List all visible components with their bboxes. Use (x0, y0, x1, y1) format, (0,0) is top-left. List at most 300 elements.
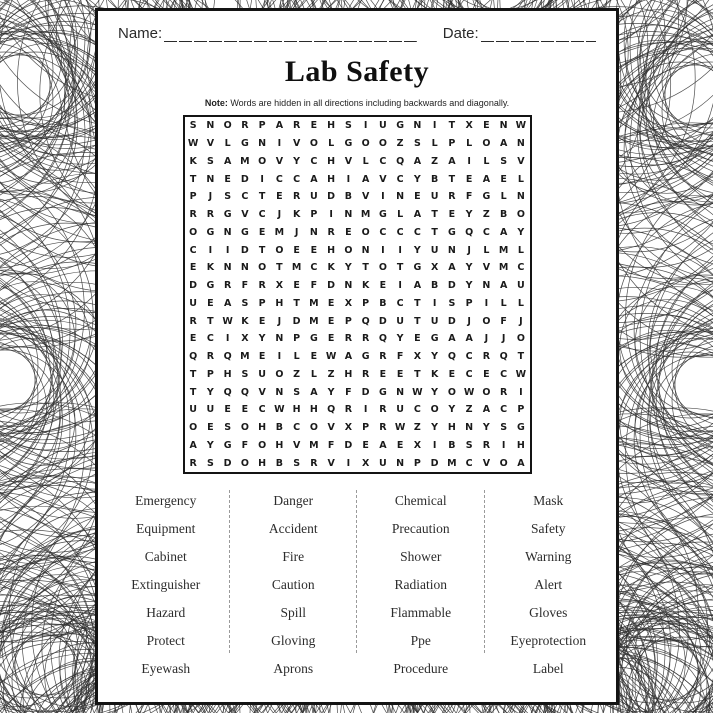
grid-letter-r6c17: Y (465, 209, 473, 221)
grid-letter-r18c14: Z (413, 422, 421, 434)
grid-letter-r17c18: A (482, 404, 491, 416)
grid-letter-r5c9: D (327, 191, 336, 203)
grid-letter-r14c15: Y (431, 351, 439, 363)
word-item-hazard: Hazard (146, 605, 186, 620)
grid-letter-r15c3: H (223, 368, 232, 380)
grid-letter-r20c15: D (430, 457, 439, 469)
grid-letter-r20c13: N (396, 457, 405, 469)
word-item-fire: Fire (282, 549, 305, 564)
grid-letter-r8c1: C (189, 244, 197, 256)
grid-letter-r3c20: V (517, 155, 525, 167)
grid-letter-r7c15: T (431, 226, 438, 238)
grid-letter-r5c1: P (189, 191, 197, 203)
grid-letter-r4c16: T (448, 173, 456, 185)
grid-letter-r2c11: O (361, 138, 370, 150)
grid-letter-r14c3: Q (223, 351, 232, 363)
word-item-spill: Spill (280, 605, 306, 620)
grid-letter-r17c10: R (344, 404, 353, 416)
grid-letter-r9c19: M (498, 262, 509, 274)
grid-letter-r15c10: H (344, 368, 353, 380)
grid-letter-r9c2: K (206, 262, 215, 274)
grid-letter-r5c3: S (224, 191, 232, 203)
word-item-flammable: Flammable (390, 605, 452, 620)
word-item-aprons: Aprons (273, 661, 314, 676)
grid-letter-r16c7: S (293, 386, 301, 398)
grid-letter-r4c6: C (275, 173, 283, 185)
grid-letter-r14c6: I (277, 351, 282, 363)
grid-letter-r19c2: Y (206, 439, 214, 451)
grid-letter-r3c13: Q (396, 155, 405, 167)
grid-letter-r6c15: T (431, 209, 438, 221)
grid-letter-r15c15: K (430, 368, 439, 380)
grid-letter-r3c5: O (258, 155, 267, 167)
grid-letter-r20c14: P (413, 457, 421, 469)
grid-letter-r16c4: Q (240, 386, 249, 398)
grid-letter-r16c17: W (463, 386, 475, 398)
word-item-ppe: Ppe (410, 633, 431, 648)
grid-letter-r3c18: L (483, 155, 490, 167)
word-item-emergency: Emergency (135, 493, 197, 508)
grid-letter-r7c7: J (294, 226, 299, 238)
grid-letter-r10c20: U (517, 280, 525, 292)
grid-letter-r19c4: F (241, 439, 249, 451)
grid-letter-r6c20: O (516, 209, 525, 221)
grid-letter-r9c14: G (413, 262, 422, 274)
grid-letter-r2c6: I (277, 138, 282, 150)
grid-letter-r18c13: W (394, 422, 406, 434)
word-search-grid (183, 115, 532, 474)
grid-letter-r19c17: S (465, 439, 473, 451)
grid-letter-r20c4: O (240, 457, 249, 469)
grid-letter-r9c13: T (396, 262, 404, 274)
grid-letter-r19c6: H (275, 439, 284, 451)
grid-letter-r16c15: Y (431, 386, 439, 398)
grid-letter-r18c15: Y (431, 422, 439, 434)
grid-letter-r11c12: B (379, 297, 387, 309)
word-item-danger: Danger (273, 493, 314, 508)
word-item-eyewash: Eyewash (141, 661, 191, 676)
grid-letter-r15c13: E (396, 368, 404, 380)
grid-letter-r4c20: L (517, 173, 524, 185)
grid-letter-r19c12: A (379, 439, 387, 451)
grid-letter-r13c4: X (241, 333, 249, 345)
word-item-gloving: Gloving (271, 633, 316, 648)
grid-letter-r17c5: C (258, 404, 266, 416)
grid-letter-r7c1: O (189, 226, 198, 238)
grid-letter-r12c15: U (430, 315, 439, 327)
grid-letter-r15c2: P (206, 368, 214, 380)
grid-letter-r1c4: R (241, 120, 249, 132)
grid-letter-r19c1: A (189, 439, 197, 451)
grid-letter-r15c7: Z (293, 368, 301, 380)
grid-letter-r8c11: N (361, 244, 370, 256)
grid-letter-r16c10: F (345, 386, 352, 398)
grid-letter-r1c20: W (515, 120, 527, 132)
grid-letter-r16c3: Q (223, 386, 232, 398)
grid-letter-r11c10: X (344, 297, 353, 309)
word-item-alert: Alert (534, 577, 563, 592)
grid-letter-r20c9: V (327, 457, 335, 469)
grid-letter-r2c15: L (431, 138, 438, 150)
grid-letter-r12c5: E (258, 315, 266, 327)
grid-letter-r16c16: O (447, 386, 456, 398)
grid-letter-r14c20: T (517, 351, 525, 363)
grid-letter-r20c3: D (223, 457, 232, 469)
name-label: Name: (118, 25, 163, 42)
grid-letter-r2c3: L (224, 138, 231, 150)
grid-letter-r12c1: R (189, 315, 197, 327)
grid-letter-r17c4: E (241, 404, 249, 416)
grid-letter-r18c19: S (500, 422, 508, 434)
date-write-in-line[interactable] (481, 24, 596, 42)
grid-letter-r19c13: E (396, 439, 404, 451)
grid-letter-r15c11: R (361, 368, 370, 380)
grid-letter-r8c2: I (208, 244, 213, 256)
grid-letter-r10c13: I (398, 280, 402, 292)
word-list (102, 487, 612, 683)
grid-letter-r12c14: T (414, 315, 421, 327)
grid-letter-r20c12: U (379, 457, 387, 469)
grid-letter-r10c4: F (241, 280, 249, 292)
grid-letter-r6c10: N (344, 209, 353, 221)
grid-letter-r2c17: L (466, 138, 473, 150)
word-item-equipment: Equipment (136, 521, 196, 536)
grid-letter-r13c16: A (448, 333, 456, 345)
grid-letter-r17c6: W (274, 404, 285, 416)
grid-letter-r6c6: J (277, 209, 282, 221)
grid-letter-r2c14: S (413, 138, 421, 150)
grid-letter-r14c10: A (344, 351, 353, 363)
grid-letter-r11c13: C (396, 297, 404, 309)
grid-letter-r9c7: M (291, 262, 302, 274)
instruction-note (98, 98, 616, 108)
grid-letter-r8c7: E (293, 244, 300, 256)
grid-letter-r12c2: T (207, 315, 214, 327)
grid-letter-r18c1: O (189, 422, 198, 434)
grid-letter-r13c17: A (465, 333, 473, 345)
word-item-gloves: Gloves (529, 605, 568, 620)
grid-letter-r13c6: N (275, 333, 284, 345)
grid-letter-r13c3: I (225, 333, 230, 345)
grid-letter-r1c11: I (363, 120, 368, 132)
grid-letter-r20c8: R (310, 457, 318, 469)
grid-letter-r7c4: G (240, 226, 249, 238)
grid-letter-r4c15: B (431, 173, 439, 185)
grid-letter-r10c6: X (275, 280, 284, 292)
grid-letter-r3c12: C (379, 155, 387, 167)
grid-letter-r6c11: M (360, 209, 371, 221)
date-label: Date: (442, 25, 479, 42)
grid-letter-r10c16: D (447, 280, 456, 292)
grid-letter-r14c18: R (482, 351, 491, 363)
grid-letter-r11c8: M (309, 297, 319, 309)
grid-letter-r5c16: R (448, 191, 456, 203)
grid-letter-r7c18: C (482, 226, 490, 238)
grid-letter-r4c19: E (500, 173, 507, 185)
grid-letter-r2c4: G (240, 138, 249, 150)
grid-letter-r17c11: I (363, 404, 368, 416)
grid-letter-r15c16: E (448, 368, 456, 380)
grid-letter-r18c4: O (240, 422, 249, 434)
grid-letter-r6c2: R (206, 209, 215, 221)
grid-letter-r16c20: I (519, 386, 523, 398)
grid-letter-r1c15: I (432, 120, 437, 132)
grid-letter-r20c20: A (517, 457, 525, 469)
grid-letter-r16c5: V (258, 386, 266, 398)
grid-letter-r4c7: C (293, 173, 301, 185)
grid-letter-r10c17: Y (465, 280, 473, 292)
grid-letter-r17c2: U (206, 404, 215, 416)
grid-letter-r5c13: N (396, 191, 405, 203)
grid-letter-r2c12: O (378, 138, 387, 150)
grid-letter-r2c19: A (499, 138, 508, 150)
grid-letter-r18c11: P (362, 422, 370, 434)
word-item-eyeprotection: Eyeprotection (510, 633, 587, 648)
grid-letter-r8c18: L (483, 244, 490, 256)
grid-letter-r9c5: O (258, 262, 267, 274)
grid-letter-r3c9: H (327, 155, 336, 167)
grid-letter-r15c5: U (258, 368, 266, 380)
grid-letter-r9c6: T (276, 262, 283, 274)
grid-letter-r4c9: H (327, 173, 336, 185)
grid-letter-r15c12: E (379, 368, 387, 380)
word-item-warning: Warning (525, 549, 572, 564)
word-item-extinguisher: Extinguisher (131, 577, 201, 592)
grid-letter-r16c19: R (499, 386, 508, 398)
grid-letter-r1c8: E (310, 120, 318, 132)
grid-letter-r18c6: B (275, 422, 283, 434)
grid-letter-r18c5: H (258, 422, 267, 434)
grid-letter-r19c20: H (516, 439, 525, 451)
grid-letter-r20c17: C (465, 457, 473, 469)
grid-letter-r18c7: C (293, 422, 301, 434)
grid-letter-r5c4: C (241, 191, 249, 203)
grid-letter-r5c17: F (465, 191, 473, 203)
grid-letter-r1c5: P (258, 120, 266, 132)
grid-letter-r3c16: A (448, 155, 456, 167)
word-list-column-3 (357, 487, 485, 683)
grid-letter-r16c9: Y (327, 386, 335, 398)
grid-letter-r4c13: C (396, 173, 404, 185)
grid-letter-r11c18: I (484, 297, 489, 309)
grid-letter-r14c9: W (325, 351, 337, 363)
grid-letter-r8c16: N (447, 244, 456, 256)
grid-letter-r8c14: Y (413, 244, 421, 256)
grid-letter-r11c17: P (465, 297, 473, 309)
grid-letter-r8c10: O (344, 244, 353, 256)
grid-letter-r9c10: Y (344, 262, 352, 274)
worksheet-title: Lab Safety (284, 55, 430, 88)
grid-letter-r20c11: X (361, 457, 370, 469)
grid-letter-r6c12: G (378, 209, 387, 221)
name-field-group (118, 24, 417, 42)
grid-letter-r17c9: Q (327, 404, 336, 416)
grid-letter-r18c3: S (224, 422, 232, 434)
grid-letter-r11c14: T (414, 297, 421, 309)
grid-letter-r9c16: A (448, 262, 456, 274)
grid-letter-r17c8: H (309, 404, 318, 416)
grid-letter-r6c9: I (329, 209, 333, 221)
word-item-radiation: Radiation (394, 577, 447, 592)
grid-letter-r17c1: U (189, 404, 197, 416)
grid-letter-r4c17: E (465, 173, 473, 185)
grid-letter-r20c2: S (206, 457, 214, 469)
grid-letter-r20c19: O (499, 457, 508, 469)
grid-letter-r20c16: M (447, 457, 457, 469)
grid-letter-r11c16: S (448, 297, 456, 309)
grid-letter-r3c3: A (223, 155, 232, 167)
grid-letter-r1c13: G (396, 120, 405, 132)
grid-letter-r14c13: F (396, 351, 404, 363)
word-list-column-4 (485, 487, 613, 683)
grid-letter-r11c1: U (189, 297, 197, 309)
grid-letter-r13c12: Q (378, 333, 387, 345)
grid-letter-r12c4: K (241, 315, 249, 327)
grid-letter-r19c18: R (482, 439, 491, 451)
grid-letter-r18c20: G (516, 422, 525, 434)
note-prefix: Note: (204, 98, 228, 108)
worksheet-page (95, 8, 619, 705)
grid-letter-r14c1: Q (189, 351, 198, 363)
grid-letter-r1c19: N (499, 120, 508, 132)
grid-letter-r3c17: I (467, 155, 471, 167)
grid-letter-r6c8: P (310, 209, 318, 221)
grid-letter-r13c19: J (501, 333, 506, 345)
word-item-cabinet: Cabinet (144, 549, 187, 564)
grid-letter-r17c3: E (224, 404, 231, 416)
grid-letter-r18c2: E (207, 422, 214, 434)
grid-letter-r2c8: O (309, 138, 318, 150)
grid-letter-r14c8: E (310, 351, 318, 363)
grid-letter-r3c4: M (240, 155, 250, 167)
grid-letter-r16c11: D (361, 386, 370, 398)
grid-letter-r10c3: R (223, 280, 232, 292)
grid-letter-r11c20: L (517, 297, 524, 309)
grid-letter-r2c16: P (448, 138, 456, 150)
grid-letter-r8c15: U (430, 244, 439, 256)
grid-letter-r6c19: B (500, 209, 508, 221)
grid-letter-r6c16: E (448, 209, 456, 221)
word-item-caution: Caution (271, 577, 315, 592)
grid-letter-r4c14: Y (413, 173, 421, 185)
grid-letter-r7c14: C (413, 226, 421, 238)
grid-letter-r1c1: S (189, 120, 197, 132)
grid-letter-r12c20: J (519, 315, 523, 327)
grid-letter-r14c12: R (379, 351, 387, 363)
grid-letter-r14c5: E (258, 351, 266, 363)
grid-letter-r2c10: G (344, 138, 353, 150)
grid-letter-r7c5: E (258, 226, 266, 238)
grid-letter-r1c14: N (413, 120, 422, 132)
grid-letter-r14c4: M (240, 351, 250, 363)
grid-letter-r12c3: W (222, 315, 233, 327)
word-item-procedure: Procedure (393, 661, 449, 676)
grid-letter-r5c12: I (381, 191, 385, 203)
grid-letter-r12c9: E (327, 315, 335, 327)
grid-letter-r18c17: N (465, 422, 474, 434)
grid-letter-r8c17: J (467, 244, 471, 256)
grid-letter-r10c11: K (361, 280, 370, 292)
grid-letter-r13c5: Y (258, 333, 266, 345)
grid-letter-r11c9: E (327, 297, 335, 309)
word-item-precaution: Precaution (391, 521, 450, 536)
grid-letter-r9c20: C (517, 262, 525, 274)
grid-letter-r17c17: Z (465, 404, 473, 416)
grid-letter-r9c1: E (189, 262, 197, 274)
grid-letter-r15c8: L (310, 368, 317, 380)
grid-letter-r7c10: E (345, 226, 352, 238)
grid-letter-r17c7: H (292, 404, 301, 416)
grid-letter-r12c12: D (378, 315, 387, 327)
grid-letter-r2c7: V (292, 138, 301, 150)
grid-letter-r17c16: Y (448, 404, 456, 416)
grid-letter-r3c10: V (344, 155, 353, 167)
grid-letter-r17c12: R (379, 404, 387, 416)
grid-letter-r11c11: P (362, 297, 370, 309)
grid-letter-r15c18: E (483, 368, 490, 380)
grid-letter-r15c14: T (414, 368, 421, 380)
grid-letter-r6c13: L (397, 209, 404, 221)
grid-letter-r2c20: N (516, 138, 525, 150)
grid-letter-r6c18: Z (482, 209, 490, 221)
grid-letter-r2c1: W (187, 138, 199, 150)
grid-letter-r5c5: T (258, 191, 266, 203)
grid-letter-r14c2: R (206, 351, 215, 363)
word-list-column-2 (230, 487, 358, 683)
grid-letter-r10c2: G (206, 280, 215, 292)
grid-letter-r12c6: J (277, 315, 282, 327)
grid-letter-r13c14: E (414, 333, 421, 345)
grid-letter-r8c8: E (310, 244, 318, 256)
grid-letter-r19c9: F (327, 439, 335, 451)
grid-letter-r15c4: S (241, 368, 249, 380)
grid-letter-r5c20: N (516, 191, 525, 203)
grid-letter-r9c11: T (362, 262, 369, 274)
grid-letter-r2c13: Z (396, 138, 404, 150)
grid-letter-r5c19: L (500, 191, 507, 203)
grid-letter-r18c12: R (379, 422, 387, 434)
date-field-group (443, 24, 596, 42)
grid-letter-r8c20: L (517, 244, 524, 256)
grid-letter-r16c14: W (412, 386, 423, 398)
grid-letter-r13c20: O (516, 333, 525, 345)
grid-letter-r18c16: H (447, 422, 456, 434)
grid-letter-r15c6: O (275, 368, 284, 380)
grid-letter-r19c8: M (309, 439, 319, 451)
grid-letter-r16c2: Y (206, 386, 214, 398)
grid-letter-r11c5: P (258, 297, 266, 309)
name-write-in-line[interactable] (164, 24, 417, 42)
grid-letter-r19c10: D (344, 439, 353, 451)
grid-letter-r7c8: N (309, 226, 318, 238)
grid-letter-r6c4: V (241, 209, 249, 221)
grid-letter-r8c4: D (240, 244, 249, 256)
grid-letter-r11c19: L (500, 297, 507, 309)
grid-letter-r14c11: G (361, 351, 370, 363)
grid-letter-r11c4: S (241, 297, 249, 309)
grid-letter-r1c10: S (344, 120, 352, 132)
grid-letter-r3c7: Y (293, 155, 301, 167)
grid-letter-r18c18: Y (482, 422, 490, 434)
grid-letter-r13c8: G (309, 333, 318, 345)
grid-letter-r14c16: Q (447, 351, 456, 363)
grid-letter-r7c20: Y (517, 226, 525, 238)
grid-letter-r19c7: V (292, 439, 301, 451)
grid-letter-r9c15: X (430, 262, 439, 274)
grid-letter-r4c2: N (206, 173, 215, 185)
grid-letter-r8c13: I (398, 244, 402, 256)
grid-letter-r5c14: E (414, 191, 421, 203)
